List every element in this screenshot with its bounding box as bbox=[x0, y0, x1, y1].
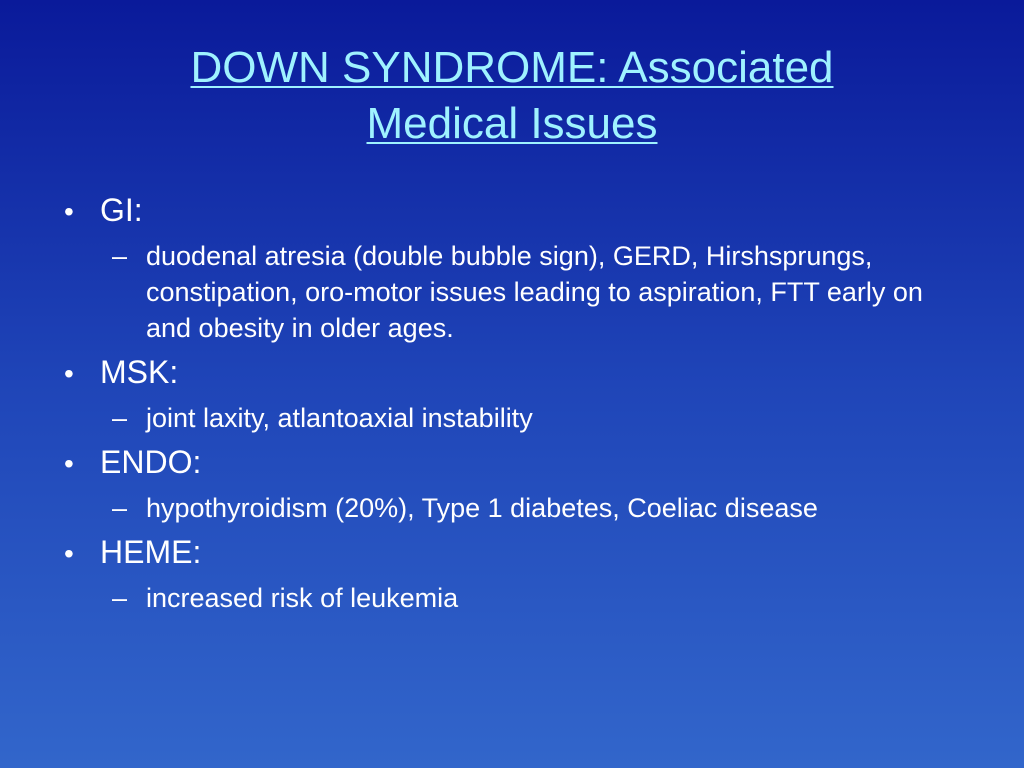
sub-item-gi bbox=[112, 238, 964, 346]
title-line-2: Medical Issues bbox=[366, 99, 658, 148]
bullet-item-msk bbox=[64, 352, 964, 394]
sub-text-msk: joint laxity, atlantoaxial instability bbox=[146, 403, 533, 433]
bullet-heading-heme: HEME: bbox=[100, 534, 202, 570]
title-line-1: DOWN SYNDROME: Associated bbox=[190, 43, 834, 92]
sub-item-heme bbox=[112, 580, 964, 616]
dash-mark: – bbox=[112, 241, 128, 271]
bullet-mark: • bbox=[64, 448, 74, 479]
bullet-heading-endo: ENDO: bbox=[100, 444, 202, 480]
bullet-heading-gi: GI: bbox=[100, 192, 143, 228]
bullet-mark: • bbox=[64, 358, 74, 389]
bullet-list bbox=[64, 184, 964, 622]
bullet-mark: • bbox=[64, 196, 74, 227]
bullet-item-endo bbox=[64, 442, 964, 484]
sub-text-heme: increased risk of leukemia bbox=[146, 583, 459, 613]
dash-mark: – bbox=[112, 493, 128, 523]
sub-text-gi: duodenal atresia (double bubble sign), GERD, Hirshsprungs, constipation, oro-motor issues leading to aspiration, FTT early on and obesity in older ages. bbox=[146, 241, 923, 343]
dash-mark: – bbox=[112, 583, 128, 613]
bullet-item-heme bbox=[64, 532, 964, 574]
sub-text-endo: hypothyroidism (20%), Type 1 diabetes, Coeliac disease bbox=[146, 493, 818, 523]
bullet-heading-msk: MSK: bbox=[100, 354, 179, 390]
slide-title bbox=[60, 40, 964, 152]
sub-item-endo bbox=[112, 490, 964, 526]
bullet-mark: • bbox=[64, 538, 74, 569]
dash-mark: – bbox=[112, 403, 128, 433]
sub-item-msk bbox=[112, 400, 964, 436]
bullet-item-gi bbox=[64, 190, 964, 232]
